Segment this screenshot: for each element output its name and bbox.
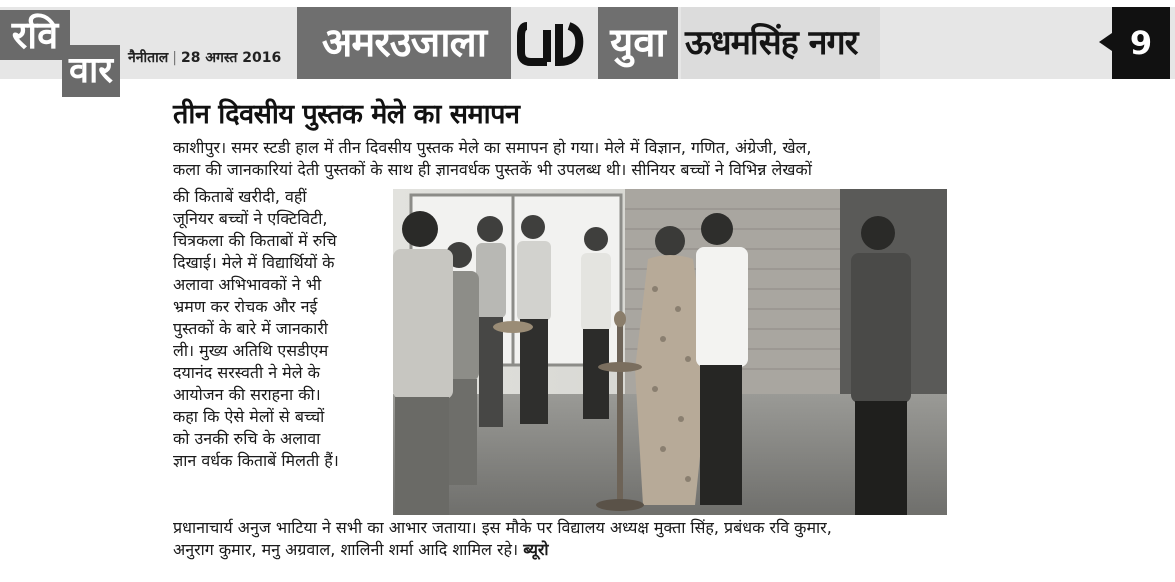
section-logo-top: रवि: [0, 10, 70, 60]
text-line: दयानंद सरस्वती ने मेले के: [173, 363, 320, 382]
text-line: जूनियर बच्चों ने एक्टिविटी,: [173, 209, 328, 228]
text-line: काशीपुर। समर स्टडी हाल में तीन दिवसीय पुस्तक मेले का समापन हो गया। मेले में विज्ञान, गणित, अंग्रेजी, खेल,: [173, 138, 812, 157]
text-line: [173, 539, 832, 561]
brand-logo-icon: [517, 16, 585, 68]
text-line: की किताबें खरीदी, वहीं: [173, 187, 307, 206]
event-photo: [393, 189, 947, 515]
text-line: प्रधानाचार्य अनुज भाटिया ने सभी का आभार जताया। इस मौके पर विद्यालय अध्यक्ष मुक्ता सिंह, प्रबंधक रवि कुमार,: [173, 518, 832, 537]
article-closing: [173, 517, 832, 561]
text-line: कला की जानकारियां देती पुस्तकों के साथ ही ज्ञानवर्धक पुस्तकें भी उपलब्ध थी। सीनियर बच्चों ने विभिन्न लेखकों: [173, 160, 812, 179]
text-line: भ्रमण कर रोचक और नई: [173, 297, 318, 316]
edition-name: ऊधमसिंह नगर: [681, 7, 880, 79]
supplement-name: युवा: [598, 7, 678, 79]
article-body-column: [173, 186, 339, 472]
text-line: ज्ञान वर्धक किताबें मिलती हैं।: [173, 451, 339, 470]
section-logo: [0, 5, 122, 95]
text-line: चित्रकला की किताबों में रुचि: [173, 231, 337, 250]
text-line: अलावा अभिभावकों ने भी: [173, 275, 322, 294]
text-line: को उनकी रुचि के अलावा: [173, 429, 321, 448]
dateline: [128, 48, 281, 67]
text-line: पुस्तकों के बारे में जानकारी: [173, 319, 328, 338]
text-line: ली। मुख्य अतिथि एसडीएम: [173, 341, 329, 360]
page-pointer-icon: [1099, 33, 1112, 51]
dateline-separator: |: [172, 50, 177, 66]
text-line: कहा कि ऐसे मेलों से बच्चों: [173, 407, 325, 426]
text-line: दिखाई। मेले में विद्यार्थियों के: [173, 253, 335, 272]
article-intro: [173, 137, 812, 181]
article-headline: तीन दिवसीय पुस्तक मेले का समापन: [173, 99, 520, 130]
masthead-strip: [0, 7, 1175, 79]
newspaper-brand: अमरउजाला: [297, 7, 511, 79]
byline: ब्यूरो: [523, 540, 549, 559]
page-number: 9: [1112, 7, 1170, 79]
dateline-city: नैनीताल: [128, 50, 169, 66]
text-line: आयोजन की सराहना की।: [173, 385, 321, 404]
text-line-content: अनुराग कुमार, मनु अग्रवाल, शालिनी शर्मा आदि शामिल रहे।: [173, 540, 519, 559]
dateline-date: 28 अगस्त 2016: [180, 50, 282, 66]
section-logo-bottom: वार: [62, 45, 120, 97]
